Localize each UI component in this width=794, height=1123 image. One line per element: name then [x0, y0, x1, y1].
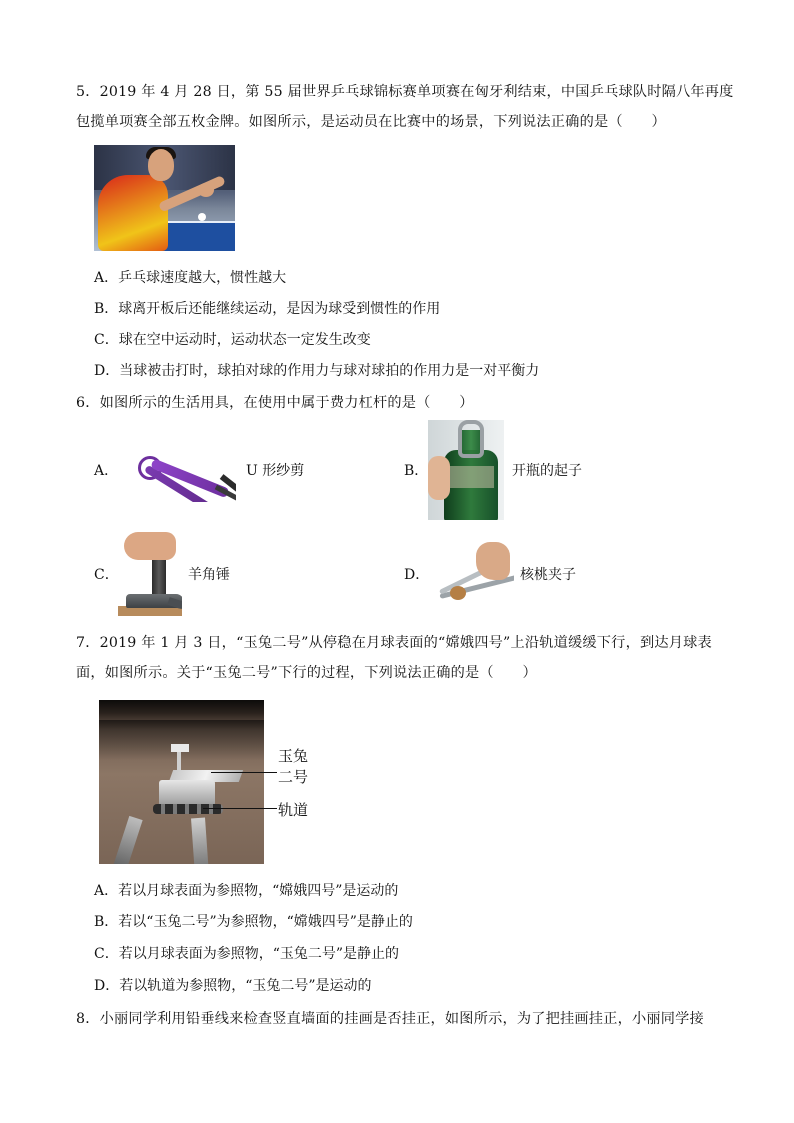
q8-stem-line1: 8．小丽同学利用铅垂线来检查竖直墙面的挂画是否挂正，如图所示，为了把挂画挂正，小丽同学接: [76, 1011, 704, 1027]
q5-stem-line2: 包揽单项赛全部五枚金牌。如图所示，是运动员在比赛中的场景，下列说法正确的是（ ）: [76, 114, 666, 130]
q6-option-b-letter: B．: [404, 463, 429, 479]
q6-option-c-label: 羊角锤: [188, 567, 230, 583]
bottle-opener-image: [428, 420, 504, 520]
q7-stem-line2: 面，如图所示。关于“玉兔二号”下行的过程，下列说法正确的是（ ）: [76, 665, 537, 681]
track-leader-line: [203, 808, 277, 809]
q5-option-b: B．球离开板后还能继续运动，是因为球受到惯性的作用: [94, 301, 441, 317]
q7-option-b: B．若以“玉兔二号”为参照物，“嫦娥四号”是静止的: [94, 914, 413, 930]
q7-option-a: A．若以月球表面为参照物，“嫦娥四号”是运动的: [94, 883, 399, 899]
rover-label-line2: 二号: [278, 768, 309, 786]
q6-option-b-label: 开瓶的起子: [512, 463, 582, 479]
q6-option-d-letter: D．: [404, 567, 430, 583]
rover-leader-line: [211, 772, 277, 773]
q5-option-a: A．乒乓球速度越大，惯性越大: [94, 270, 287, 286]
q5-option-c: C．球在空中运动时，运动状态一定发生改变: [94, 332, 371, 348]
yutu2-rover-photo: [99, 700, 264, 864]
nutcracker-image: [432, 542, 514, 608]
q7-option-c: C．若以月球表面为参照物，“玉兔二号”是静止的: [94, 946, 400, 962]
rover-label-line1: 玉兔: [278, 747, 309, 765]
track-label: 轨道: [278, 801, 309, 819]
q6-option-d-label: 核桃夹子: [520, 567, 576, 583]
q7-option-d: D．若以轨道为参照物，“玉兔二号”是运动的: [94, 978, 372, 994]
table-tennis-photo: [94, 145, 235, 251]
q6-option-c-letter: C．: [94, 567, 119, 583]
claw-hammer-image: [118, 530, 182, 616]
scissors-image: [124, 436, 236, 502]
q6-option-a-letter: A．: [94, 463, 119, 479]
q6-option-a-label: U 形纱剪: [246, 463, 305, 479]
q5-option-d: D．当球被击打时，球拍对球的作用力与球对球拍的作用力是一对平衡力: [94, 363, 540, 379]
q7-stem-line1: 7．2019 年 1 月 3 日，“玉兔二号”从停稳在月球表面的“嫦娥四号”上沿轨道缓缓下行，到达月球表: [76, 635, 712, 651]
q6-stem: 6．如图所示的生活用具，在使用中属于费力杠杆的是（ ）: [76, 395, 474, 411]
q5-stem-line1: 5．2019 年 4 月 28 日，第 55 届世界乒乓球锦标赛单项赛在匈牙利结束，中国乒乓球队时隔八年再度: [76, 84, 734, 100]
